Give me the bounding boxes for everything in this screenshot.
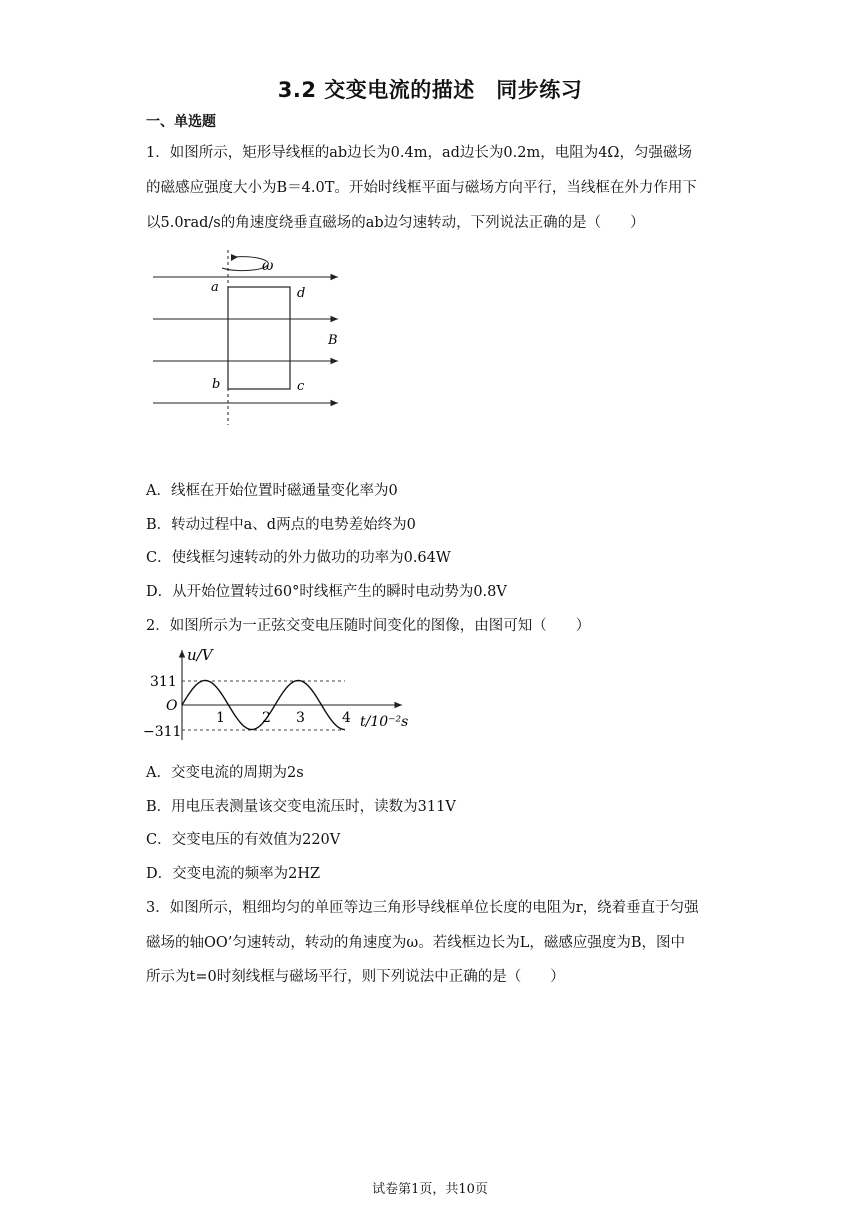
q3-line-3: 所示为t=0时刻线框与磁场平行，则下列说法中正确的是（ ） [146, 969, 565, 985]
q2-option-b: B．用电压表测量该交变电流压时，读数为311V [146, 799, 456, 815]
q2-sine-chart [140, 644, 430, 744]
q2-option-d: D．交变电流的频率为2HZ [146, 866, 321, 882]
q1-option-b: B．转动过程中a、d两点的电势差始终为0 [146, 517, 416, 533]
x-tick-3: 3 [296, 710, 305, 726]
page-title: 3.2 交变电流的描述 同步练习 [277, 78, 583, 102]
label-c: c [297, 379, 305, 394]
q2-option-a: A．交变电流的周期为2s [146, 765, 304, 781]
q1-line-2: 的磁感应强度大小为B＝4.0T。开始时线框平面与磁场方向平行，当线框在外力作用下 [146, 180, 697, 196]
q3-line-2: 磁场的轴OO’匀速转动，转动的角速度为ω。若线框边长为L，磁感应强度为B，图中 [146, 935, 685, 951]
label-b: b [212, 377, 221, 392]
page-footer: 试卷第1页，共10页 [372, 1182, 488, 1197]
y-tick-top: 311 [150, 674, 177, 690]
q3-line-1: 3．如图所示，粗细均匀的单匝等边三角形导线框单位长度的电阻为r，绕着垂直于匀强 [146, 900, 699, 916]
q1-option-c: C．使线框匀速转动的外力做功的功率为0.64W [146, 550, 451, 566]
q2-option-c: C．交变电压的有效值为220V [146, 832, 341, 848]
origin-label: O [166, 698, 178, 714]
label-B: B [328, 333, 338, 348]
y-tick-bottom: −311 [143, 724, 182, 740]
x-tick-2: 2 [262, 710, 271, 726]
q2-stem: 2．如图所示为一正弦交变电压随时间变化的图像，由图可知（ ） [146, 618, 591, 634]
x-axis-label: t/10⁻²s [360, 714, 409, 730]
label-a: a [211, 280, 219, 295]
q1-line-3: 以5.0rad/s的角速度绕垂直磁场的ab边匀速转动，下列说法正确的是（ ） [146, 215, 645, 231]
q1-line-1: 1．如图所示，矩形导线框的ab边长为0.4m，ad边长为0.2m，电阻为4Ω，匀强磁场 [146, 145, 692, 161]
y-axis-label: u/V [187, 646, 213, 664]
section-heading: 一、单选题 [146, 114, 216, 130]
q1-option-a: A．线框在开始位置时磁通量变化率为0 [146, 483, 398, 499]
x-tick-1: 1 [216, 710, 225, 726]
label-omega: ω [262, 258, 274, 274]
coil-frame [228, 287, 290, 389]
label-d: d [297, 286, 306, 301]
q1-figure [148, 245, 348, 430]
x-tick-4: 4 [342, 710, 351, 726]
q1-option-d: D．从开始位置转过60°时线框产生的瞬时电动势为0.8V [146, 584, 507, 600]
